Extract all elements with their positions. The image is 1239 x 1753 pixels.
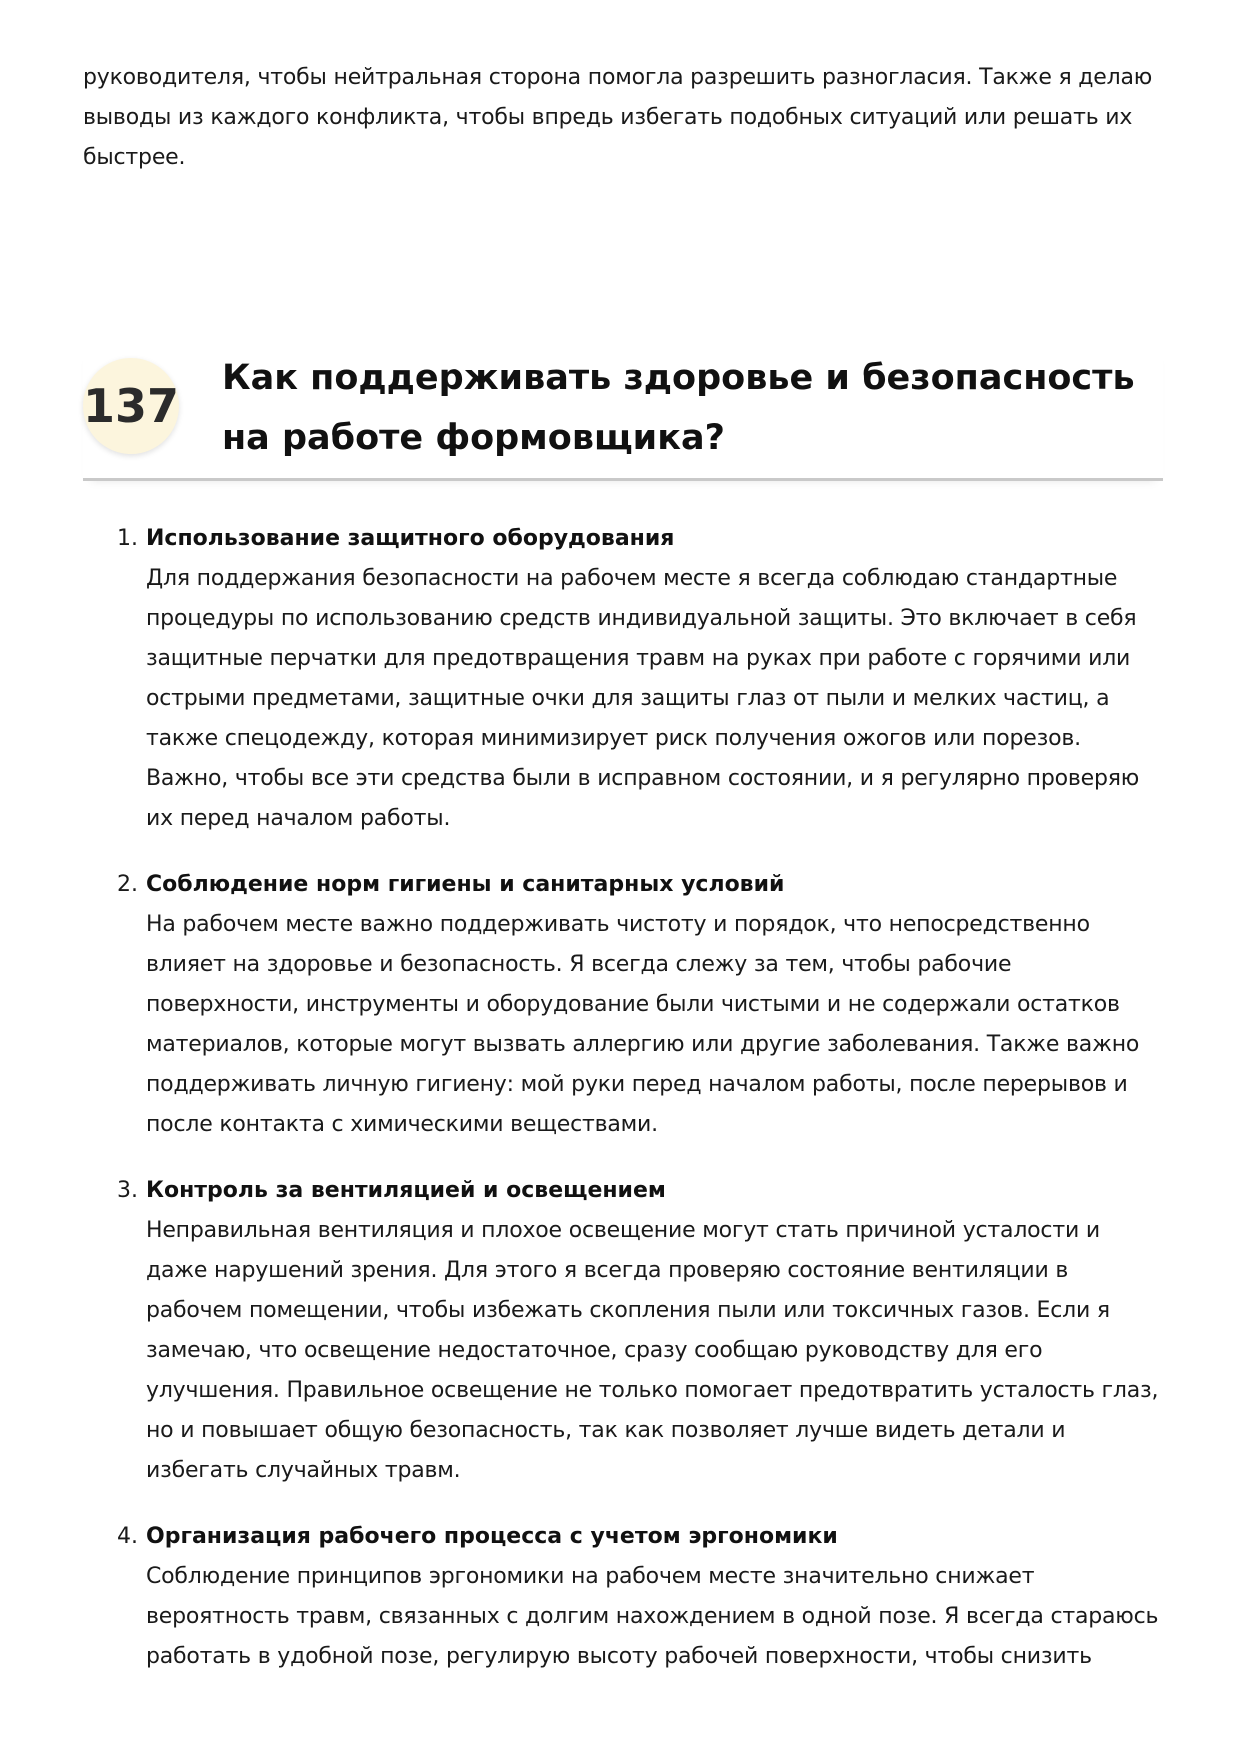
list-item-number: 2.: [117, 872, 138, 897]
list-item-title: Использование защитного оборудования: [146, 526, 675, 551]
list-item-text: Соблюдение принципов эргономики на рабочем месте значительно снижает вероятность травм, связанных с долгим нахождением в одной позе. Я всегда стараюсь работать в удобной позе, регулирую высоту рабочей поверхности, чтобы снизить: [146, 1564, 1159, 1669]
list-item-number: 4.: [117, 1524, 138, 1549]
list-item: [83, 519, 1163, 839]
question-title: Как поддерживать здоровье и безопасность на работе формовщика?: [222, 358, 1135, 458]
list-item-text: Неправильная вентиляция и плохое освещение могут стать причиной усталости и даже нарушений зрения. Для этого я всегда проверяю состояние вентиляции в рабочем помещении, чтобы избежать скопления пыли или токсичных газов. Если я замечаю, что освещение недостаточное, сразу сообщаю руководству для его улучшения. Правильное освещение не только помогает предотвратить усталость глаз, но и повышает общую безопасность, так как позволяет лучше видеть детали и избегать случайных травм.: [146, 1218, 1159, 1483]
list-item-title: Соблюдение норм гигиены и санитарных условий: [146, 872, 785, 897]
list-item-text: На рабочем месте важно поддерживать чистоту и порядок, что непосредственно влияет на здоровье и безопасность. Я всегда слежу за тем, чтобы рабочие поверхности, инструменты и оборудование были чистыми и не содержали остатков материалов, которые могут вызвать аллергию или другие заболевания. Также важно поддерживать личную гигиену: мой руки перед началом работы, после перерывов и после контакта с химическими веществами.: [146, 912, 1140, 1137]
list-item-title: Организация рабочего процесса с учетом эргономики: [146, 1524, 838, 1549]
answer-list: [83, 519, 1163, 1677]
list-item-number: 1.: [117, 526, 138, 551]
list-item: [83, 1517, 1163, 1677]
list-item-title: Контроль за вентиляцией и освещением: [146, 1178, 666, 1203]
question-header: [83, 348, 1163, 481]
list-item: [83, 865, 1163, 1145]
intro-paragraph: руководителя, чтобы нейтральная сторона помогла разрешить разногласия. Также я делаю выводы из каждого конфликта, чтобы впредь избегать подобных ситуаций или решать их быстрее.: [83, 65, 1153, 170]
list-item-text: Для поддержания безопасности на рабочем месте я всегда соблюдаю стандартные процедуры по использованию средств индивидуальной защиты. Это включает в себя защитные перчатки для предотвращения травм на руках при работе с горячими или острыми предметами, защитные очки для защиты глаз от пыли и мелких частиц, а также спецодежду, которая минимизирует риск получения ожогов или порезов. Важно, чтобы все эти средства были в исправном состоянии, и я регулярно проверяю их перед началом работы.: [146, 566, 1140, 831]
list-item: [83, 1171, 1163, 1491]
document-page: [83, 58, 1163, 1703]
list-item-number: 3.: [117, 1178, 138, 1203]
question-number-badge: 137: [83, 358, 179, 454]
